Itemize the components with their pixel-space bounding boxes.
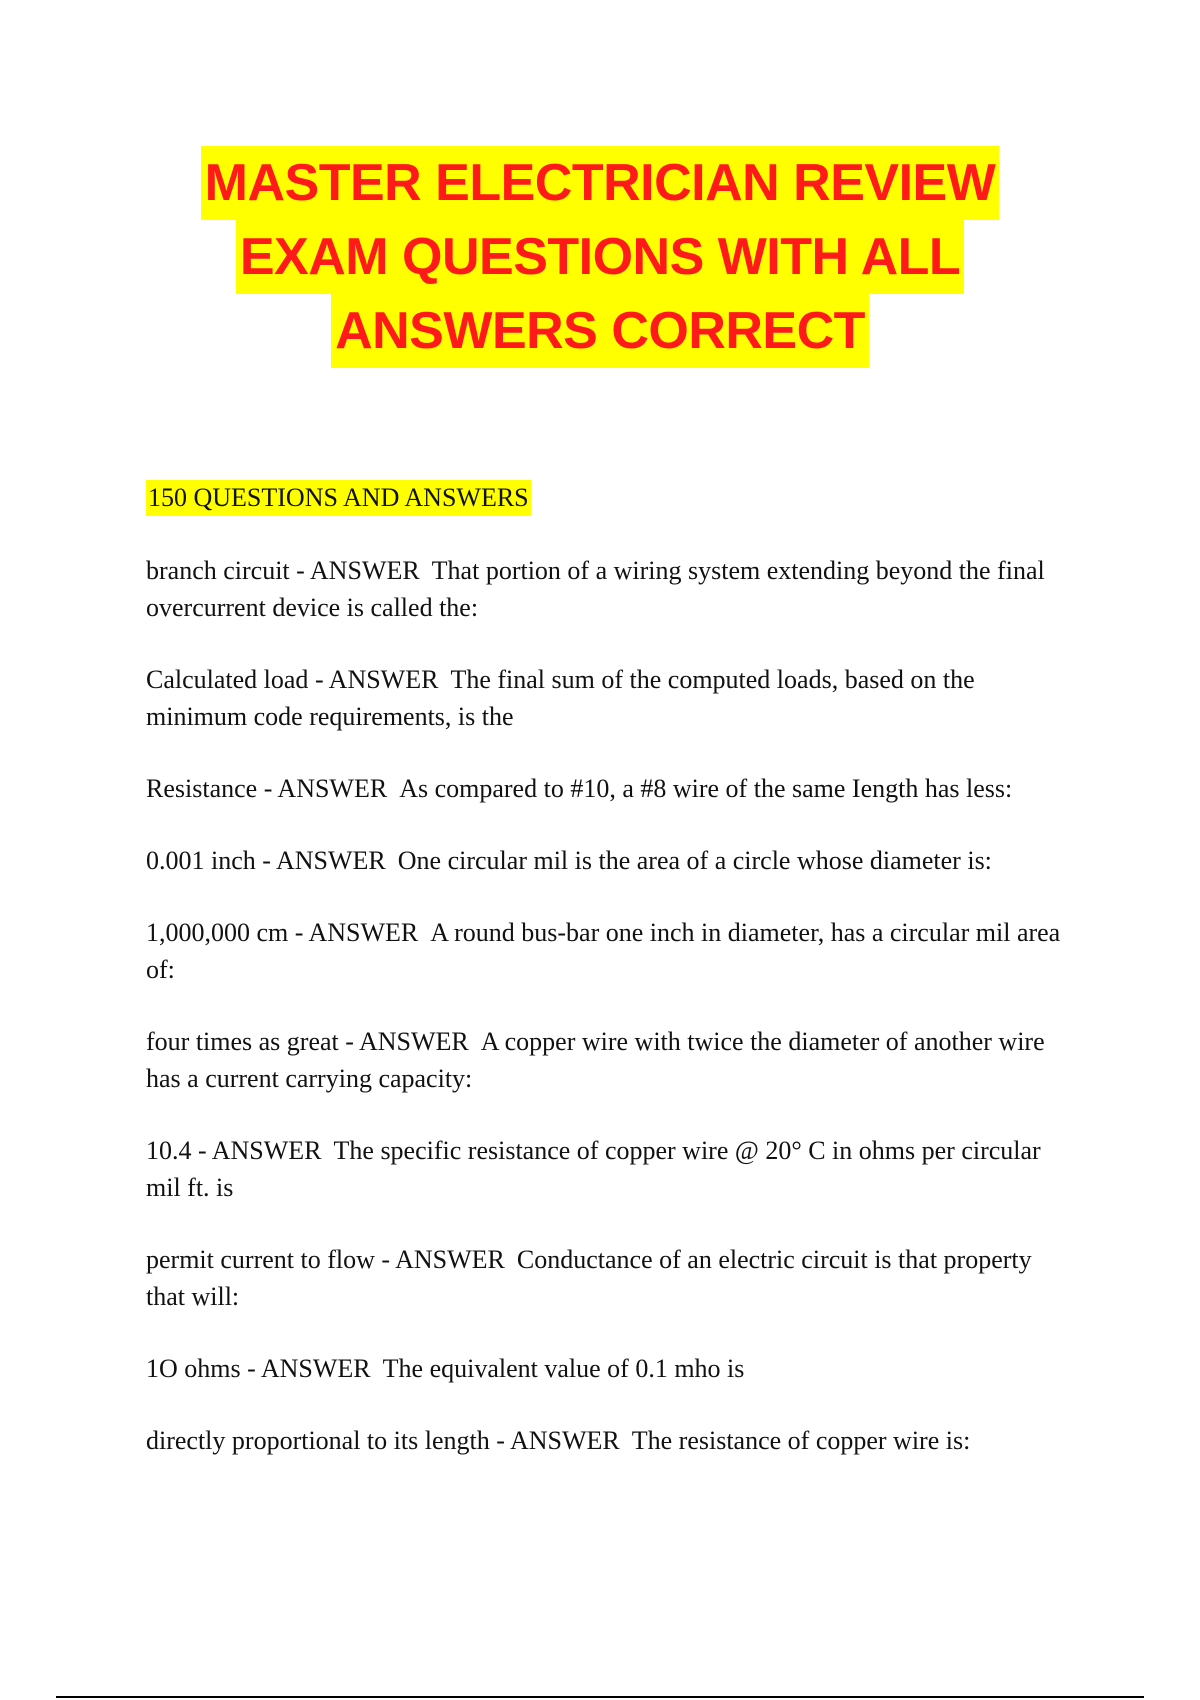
- qa-item: [146, 914, 1076, 988]
- qa-question: That portion of a wiring system extending beyond the final overcurrent device is called the:: [146, 556, 1045, 622]
- title-line-1: MASTER ELECTRICIAN REVIEW: [201, 146, 1000, 220]
- answer-tag: ANSWER: [309, 556, 420, 585]
- qa-item: [146, 1350, 1076, 1387]
- answer-tag: ANSWER: [328, 665, 439, 694]
- qa-item: [146, 1132, 1076, 1206]
- qa-answer-term: four times as great -: [146, 1027, 359, 1056]
- qa-answer-term: Calculated load -: [146, 665, 329, 694]
- qa-question: The final sum of the computed loads, based on the minimum code requirements, is the: [146, 665, 975, 731]
- qa-answer-term: 10.4 -: [146, 1136, 212, 1165]
- title-line-2: EXAM QUESTIONS WITH ALL: [236, 220, 964, 294]
- qa-answer-term: directly proportional to its length -: [146, 1426, 510, 1455]
- answer-tag: ANSWER: [359, 1027, 469, 1056]
- answer-tag: ANSWER: [211, 1136, 322, 1165]
- qa-answer-term: Resistance -: [146, 774, 277, 803]
- qa-item: [146, 661, 1076, 735]
- answer-tag: ANSWER: [509, 1426, 620, 1455]
- qa-answer-term: permit current to flow -: [146, 1245, 395, 1274]
- answer-tag: ANSWER: [308, 918, 419, 947]
- question-count-heading: 150 QUESTIONS AND ANSWERS: [146, 480, 531, 516]
- answer-tag: ANSWER: [260, 1354, 371, 1383]
- footer-divider: [56, 1696, 1144, 1698]
- qa-item: [146, 1422, 1076, 1459]
- qa-question: A copper wire with twice the diameter of another wire has a current carrying capacity:: [146, 1027, 1045, 1093]
- qa-question: As compared to #10, a #8 wire of the same Iength has less:: [399, 774, 1013, 803]
- qa-question: The equivalent value of 0.1 mho is: [382, 1354, 745, 1383]
- qa-item: [146, 770, 1076, 807]
- answer-tag: ANSWER: [277, 774, 388, 803]
- qa-question: The specific resistance of copper wire @ 20° C in ohms per circular mil ft. is: [146, 1136, 1041, 1202]
- qa-list: [146, 552, 1076, 1494]
- qa-answer-term: branch circuit -: [146, 556, 310, 585]
- qa-item: [146, 552, 1076, 626]
- answer-tag: ANSWER: [276, 846, 386, 875]
- qa-answer-term: 1,000,000 cm -: [146, 918, 309, 947]
- qa-answer-term: 0.001 inch -: [146, 846, 276, 875]
- qa-item: [146, 1241, 1076, 1315]
- qa-item: [146, 842, 1076, 879]
- answer-tag: ANSWER: [395, 1245, 505, 1274]
- qa-question: Conductance of an electric circuit is that property that will:: [146, 1245, 1032, 1311]
- qa-answer-term: 1O ohms -: [146, 1354, 261, 1383]
- qa-item: [146, 1023, 1076, 1097]
- title-line-3: ANSWERS CORRECT: [331, 294, 869, 368]
- qa-question: The resistance of copper wire is:: [631, 1426, 971, 1455]
- document-title: [0, 146, 1200, 368]
- qa-question: One circular mil is the area of a circle whose diameter is:: [397, 846, 992, 875]
- qa-question: A round bus-bar one inch in diameter, has a circular mil area of:: [146, 918, 1061, 984]
